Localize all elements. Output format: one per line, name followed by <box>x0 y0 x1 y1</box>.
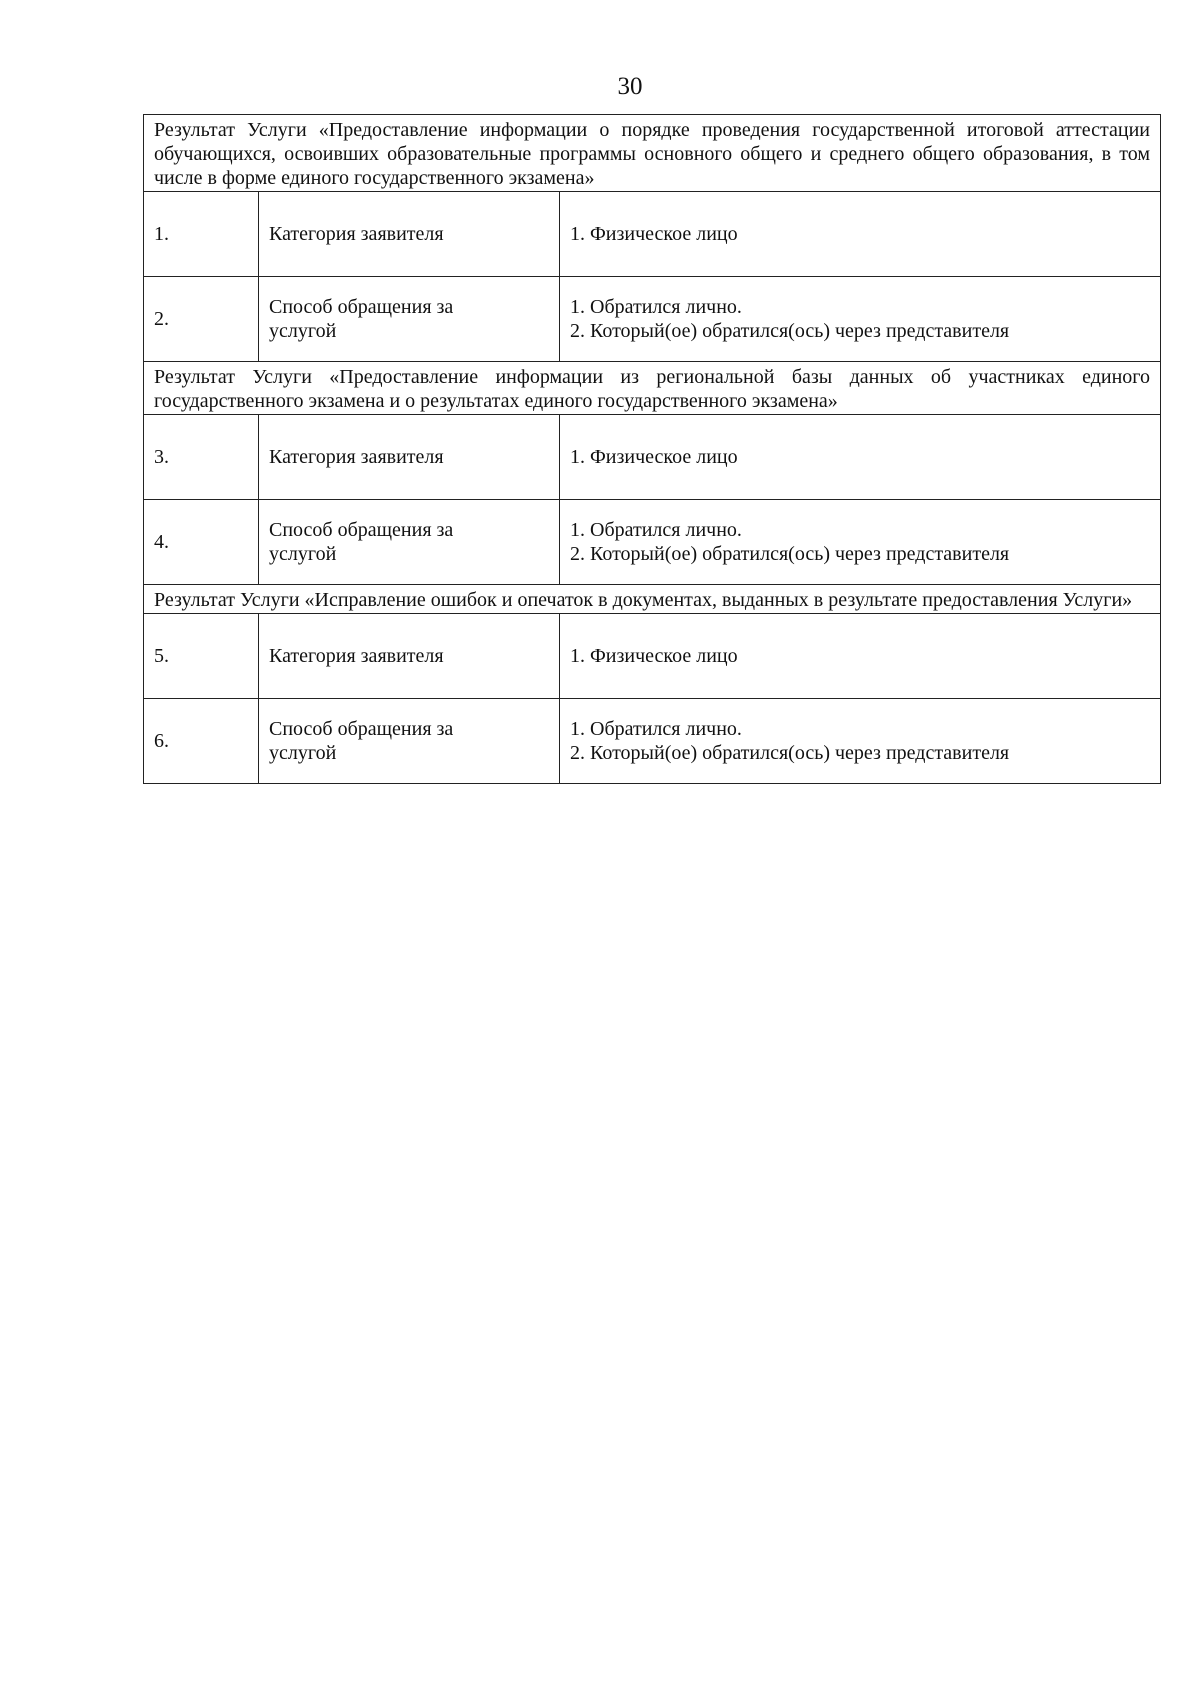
row-value <box>560 192 1161 277</box>
table-row <box>144 614 1161 699</box>
section-header-row <box>144 585 1161 614</box>
value-line: 1. Обратился лично. <box>570 296 742 318</box>
row-label: Категория заявителя <box>259 614 560 699</box>
row-number: 1. <box>144 192 259 277</box>
value-line: 2. Который(ое) обратился(ось) через представителя <box>570 742 1010 764</box>
section-header-row <box>144 115 1161 192</box>
row-label: Способ обращения за услугой <box>259 277 560 362</box>
row-number: 3. <box>144 415 259 500</box>
table-row <box>144 699 1161 784</box>
row-label: Способ обращения за услугой <box>259 699 560 784</box>
row-number: 6. <box>144 699 259 784</box>
row-value <box>560 500 1161 585</box>
value-line: 1. Физическое лицо <box>570 223 738 245</box>
value-line: 1. Физическое лицо <box>570 645 738 667</box>
table-row <box>144 277 1161 362</box>
row-label: Категория заявителя <box>259 192 560 277</box>
row-label: Категория заявителя <box>259 415 560 500</box>
row-value <box>560 415 1161 500</box>
page-number: 30 <box>617 73 643 100</box>
value-line: 1. Физическое лицо <box>570 446 738 468</box>
table-row <box>144 192 1161 277</box>
row-number: 5. <box>144 614 259 699</box>
value-line: 1. Обратился лично. <box>570 519 742 541</box>
row-value <box>560 277 1161 362</box>
section-title: Результат Услуги «Исправление ошибок и опечаток в документах, выданных в результате предоставления Услуги» <box>144 585 1161 614</box>
row-value <box>560 614 1161 699</box>
value-line: 2. Который(ое) обратился(ось) через представителя <box>570 543 1010 565</box>
row-label: Способ обращения за услугой <box>259 500 560 585</box>
table-row <box>144 500 1161 585</box>
value-line: 1. Обратился лично. <box>570 718 742 740</box>
row-number: 4. <box>144 500 259 585</box>
table-row <box>144 415 1161 500</box>
row-value <box>560 699 1161 784</box>
section-title: Результат Услуги «Предоставление информации из региональной базы данных об участниках единого государственного экзамена и о результатах единого государственного экзамена» <box>144 362 1161 415</box>
value-line: 2. Который(ое) обратился(ось) через представителя <box>570 320 1010 342</box>
section-header-row <box>144 362 1161 415</box>
criteria-table <box>143 114 1161 784</box>
section-title: Результат Услуги «Предоставление информации о порядке проведения государственной итоговой аттестации обучающихся, освоивших образовательные программы основного общего и среднего общего образования, в том числе в форме единого государственного экзамена» <box>144 115 1161 192</box>
row-number: 2. <box>144 277 259 362</box>
